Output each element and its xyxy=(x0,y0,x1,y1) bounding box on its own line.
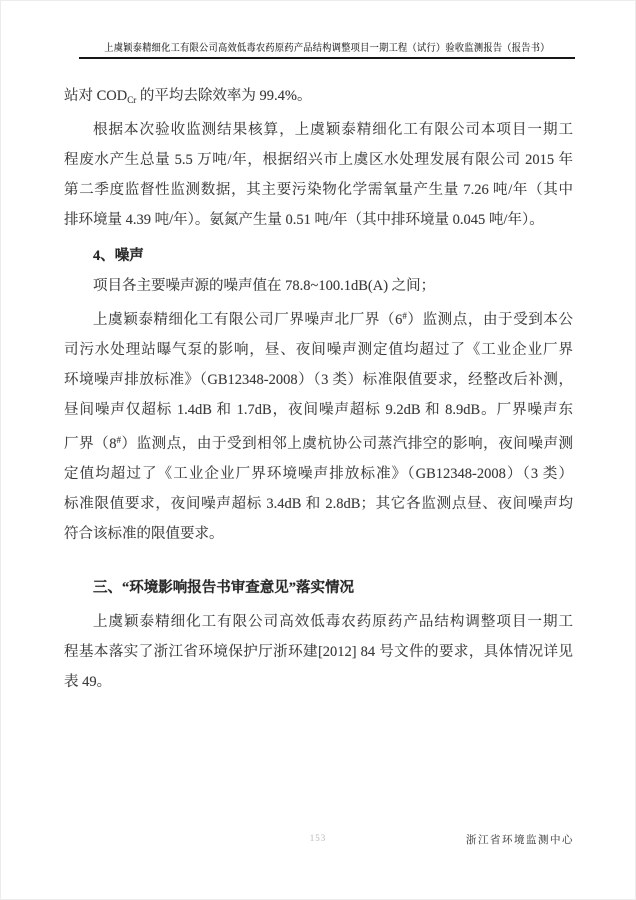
heading-eia-review xyxy=(64,573,573,603)
page-header xyxy=(79,39,575,59)
text-line: 昼间噪声仅超标 1.4dB 和 1.7dB，夜间噪声超标 9.2dB 和 8.9dB。厂界噪声东 xyxy=(64,402,573,418)
paragraph-implementation xyxy=(64,607,573,697)
paragraph-cod-removal xyxy=(64,81,573,115)
text-line: 第二季度监督性监测数据，其主要污染物化学需氧量产生量 7.26 吨/年（其中 xyxy=(64,182,573,198)
paragraph-noise-sources xyxy=(64,271,573,301)
text-line: 环境噪声排放标准》（GB12348-2008）（3 类）标准限值要求，经整改后补测， xyxy=(64,372,573,388)
text-line: 表 49。 xyxy=(64,674,112,690)
document-body xyxy=(64,81,573,697)
text-line: 程废水产生总量 5.5 万吨/年，根据绍兴市上虞区水处理发展有限公司 2015 年 xyxy=(64,152,573,168)
text-line: 司污水处理站曝气泵的影响，昼、夜间噪声测定值均超过了《工业企业厂界 xyxy=(64,342,573,358)
text-line: 三、“环境影响报告书审查意见”落实情况 xyxy=(93,580,354,596)
paragraph-wastewater xyxy=(64,115,573,235)
text-line: 4、噪声 xyxy=(93,248,144,264)
text-line: 程基本落实了浙江省环境保护厅浙环建[2012] 84 号文件的要求，具体情况详见 xyxy=(64,644,573,660)
text-line: 站对 $COD_{Cr}$ 的平均去除效率为 99.4%。 xyxy=(64,88,312,105)
header-rule xyxy=(79,57,575,59)
running-header-title: 上虞颖泰精细化工有限公司高效低毒农药原药产品结构调整项目一期工程（试行）验收监测报告（报告书） xyxy=(104,43,550,54)
page-number: 153 xyxy=(309,833,327,843)
text-line: 排环境量 4.39 吨/年）。氨氮产生量 0.51 吨/年（其中排环境量 0.045 吨/年）。 xyxy=(64,212,544,228)
text-line: 厂界（8#）监测点，由于受到相邻上虞杭协公司蒸汽排空的影响，夜间噪声测 xyxy=(64,435,574,452)
text-line: 定值均超过了《工业企业厂界环境噪声排放标准》（GB12348-2008）（3 类） xyxy=(64,466,573,482)
text-line: 标准限值要求，夜间噪声超标 3.4dB 和 2.8dB；其它各监测点昼、夜间噪声均 xyxy=(64,496,573,512)
footer-organization: 浙江省环境监测中心 xyxy=(466,835,574,846)
text-line: 项目各主要噪声源的噪声值在 78.8~100.1dB(A) 之间； xyxy=(93,278,436,294)
paragraph-boundary-noise xyxy=(64,301,573,549)
text-line: 上虞颖泰精细化工有限公司高效低毒农药原药产品结构调整项目一期工 xyxy=(93,614,573,630)
text-line: 上虞颖泰精细化工有限公司厂界噪声北厂界（6#）监测点，由于受到本公 xyxy=(93,311,574,328)
text-line: 根据本次验收监测结果核算，上虞颖泰精细化工有限公司本项目一期工 xyxy=(93,122,573,138)
text-line: 符合该标准的限值要求。 xyxy=(64,526,224,542)
heading-noise xyxy=(64,241,573,271)
